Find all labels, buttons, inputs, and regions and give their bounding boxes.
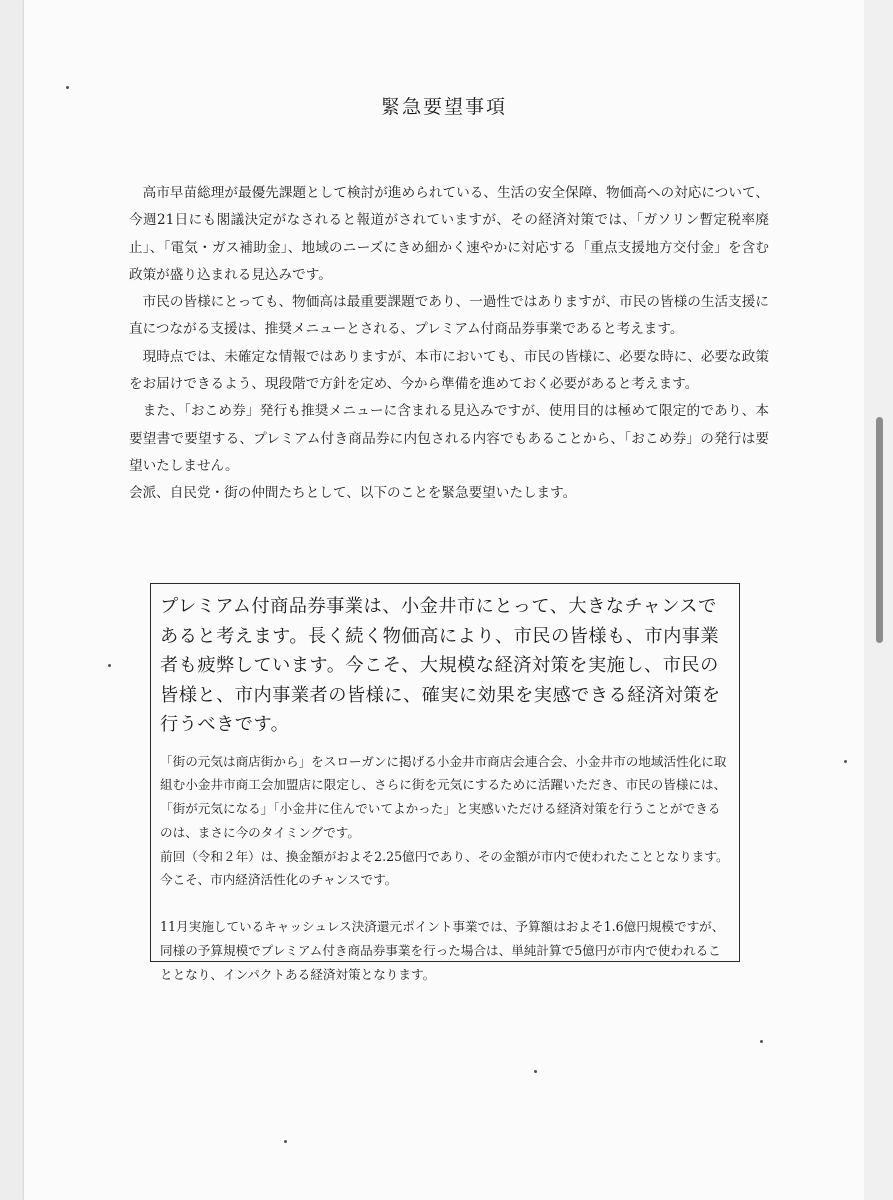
vertical-scrollbar[interactable]: [876, 417, 883, 643]
box-body-2: 前回（令和２年）は、換金額がおよそ2.25億円であり、その金額が市内で使われたこととなります。今こそ、市内経済活性化のチャンスです。: [160, 848, 729, 888]
paragraph-5: 会派、自民党・街の仲間たちとして、以下のことを緊急要望いたします。: [129, 485, 577, 502]
paragraph-4: また、「おこめ券」発行も推奨メニューに含まれる見込みですが、使用目的は極めて限定的であり、本要望書で要望する、プレミアム付き商品券に内包される内容でもあることから、「おこめ券」の発行は要望いたしません。: [129, 403, 769, 474]
box-body-1: 「街の元気は商店街から」をスローガンに掲げる小金井市商店会連合会、小金井市の地域活性化に取組む小金井市商工会加盟店に限定し、さらに街を元気にするために活躍いただき、市民の皆様には、「街が元気になる」「小金井に住んでいてよかった」と実感いただける経済対策を行うことができるのは、まさに今のタイミングです。: [160, 753, 727, 840]
paragraph-2: 市民の皆様にとっても、物価高は最重要課題であり、一過性ではありますが、市民の皆様の生活支援に直につながる支援は、推奨メニューとされる、プレミアム付商品券事業であると考えます。: [129, 294, 769, 338]
document-title: 緊急要望事項: [380, 96, 507, 118]
document-page: [24, 0, 864, 1200]
box-body-3: 11月実施しているキャッシュレス決済還元ポイント事業では、予算額はおよそ1.6億円規模ですが、同様の予算規模でプレミアム付き商品券事業を行った場合は、単純計算で5億円が市内で使われることとなり、インパクトある経済対策となります。: [160, 919, 725, 982]
scan-speck: [760, 1040, 763, 1043]
paragraph-1: 高市早苗総理が最優先課題として検討が進められている、生活の安全保障、物価高への対応について、今週21日にも閣議決定がなされると報道がされていますが、その経済対策では、「ガソリン暫定税率廃止」、「電気・ガス補助金」、地域のニーズにきめ細かく速やかに対応する「重点支援地方交付金」を含む政策が盛り込まれる見込みです。: [129, 185, 769, 283]
box-lead-text: プレミアム付商品券事業は、小金井市にとって、大きなチャンスであると考えます。長く続く物価高により、市民の皆様も、市内事業者も疲弊しています。今こそ、大規模な経済対策を実施し、市民の皆様と、市内事業者の皆様に、確実に効果を実感できる経済対策を行うべきです。: [160, 596, 721, 735]
paragraph-3: 現時点では、未確定な情報ではありますが、本市においても、市民の皆様に、必要な時に、必要な政策をお届けできるよう、現段階で方針を定め、今から準備を進めておく必要があると考えます。: [129, 348, 769, 393]
request-box: [150, 583, 740, 982]
scan-speck: [534, 1070, 537, 1073]
scan-speck: [844, 760, 847, 763]
scan-speck: [108, 664, 111, 667]
scan-speck: [284, 1140, 287, 1143]
scan-speck: [66, 86, 69, 89]
document-body: [129, 180, 769, 508]
